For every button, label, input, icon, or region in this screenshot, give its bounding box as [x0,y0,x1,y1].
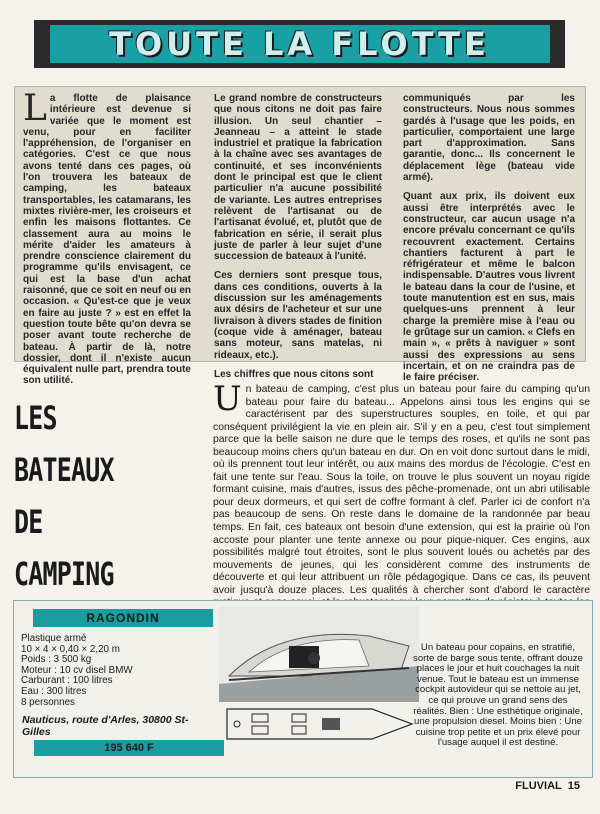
intro-dropcap: L [23,88,47,129]
intro-col2-p1: Le grand nombre de constructeurs que nous citons ne doit pas faire illusion. Un seul chantier – Jeanneau – a atteint le stade industriel et pratique la fabrication à la chaîne avec ses avantages de continuité, et ses inconvénients dont le principal est que le client particulier n'a aucune possibilité de variante. Les autres entreprises relèvent de l'artisanat ou de l'artisanat évolué, et, plutôt que de fabrication en série, il serait plus juste de parler à leur sujet d'une succession de bateaux à l'unité. [214,93,382,263]
boat-name: RAGONDIN [33,609,213,627]
boat-photo [219,606,419,702]
section-title-line-4: CAMPING [14,555,114,593]
page-footer [509,780,580,792]
section-title-line-1: LES [14,399,57,437]
spec-line: Plastique armé [21,633,87,644]
section-title [14,392,199,600]
intro-col2-p2: Ces derniers sont presque tous, dans ces conditions, ouverts à la discussion sur les aménagements aux désirs de l'acheteur et sur une livraison à divers stades de finition (coque vide à aménager, bateau sans moteur, sans matelas, ni rideaux, etc.). [214,270,382,361]
intro-column-1 [23,88,191,395]
article-dropcap: U [213,379,242,419]
spec-line: Eau : 300 litres [21,685,87,697]
intro-col2-p3: Les chiffres que nous citons sont [214,368,374,380]
page-number: 15 [567,780,580,792]
intro-col3-p2: Quant aux prix, ils doivent eux aussi être interprétés avec le constructeur, car aucun usage n'a encore prévalu concernant ce qu'ils recouvrent exactement. Certains chantiers facturent à part le réfrigérateur et même le balcon indispensable. D'autres vous livrent le bateau dans la cour de l'usine, et toute manutention est en sus, mais quelques-uns prennent à leur charge la première mise à l'eau ou le grûtage sur un camion. « Clefs en main », « prêts à naviguer » sont aussi des expressions au sens incertain, et on ne craindra pas de le faire préciser. [403,191,575,384]
spec-line: Carburant : 100 litres [21,675,113,687]
title-banner [34,20,565,68]
title-banner-inner [50,25,550,63]
boat-card [13,600,593,778]
intro-column-2 [214,93,382,388]
spec-line: 10 × 4 × 0,40 × 2,20 m [21,643,120,655]
boat-specs [21,634,133,708]
boat-price: 195 640 F [34,740,224,756]
intro-column-3 [403,93,575,391]
boat-description: Un bateau pour copains, en stratifié, sorte de barge sous tente, offrant douze places le jour et huit couchages la nuit venue. Tout le bateau est un immense cockpit autovideur qui se nettoie au jet, ce qui prouve un grand sens des réalités. Bien : Une esthétique originale, une propulsion diesel. Moins bien : Une cuisine trop petite et un prix élevé pour l'usage auquel il est destiné. [413,642,583,749]
spec-line: Poids : 3 500 kg [21,654,92,666]
spec-line: Moteur : 10 cv disel BMW [21,664,133,676]
magazine-name: FLUVIAL [515,780,562,792]
intro-col3-p1: communiqués par les constructeurs. Nous nous sommes gardés à l'usage que les poids, en particulier, comportaient une large part d'approximation. Sans garantie, donc... Ils concernent le déplacement lège (bateau vide armé). [403,93,575,184]
intro-col1-text: a flotte de plaisance intérieure est devenue si variée que le moment est venu, pour en faciliter l'appréhension, de l'organiser en catégories. C'est ce que nous avons tenté dans ces pages, où l'on trouvera les bateaux de camping, les bateaux transportables, les catamarans, les mixtes rivière-mer, les croiseurs et enfin les maisons flottantes. Ce classement aura au moins le mérite d'aider les amateurs à prendre conscience clairement du programme qu'ils envisagent, ce qui est la base d'un achat raisonné, que ce soit en neuf ou en occasion. « Qu'est-ce que je veux en faire au juste ? » est en effet la question toute bête qu'on devra se poser avant toute recherche de bateau. À partir de là, notre dossier, dont il n'existe aucun équivalent nulle part, prendra toute son utilité. [23,93,191,387]
deck-plan [222,703,417,745]
intro-box [14,86,586,387]
spec-line: 8 personnes [21,696,75,708]
section-title-line-2: BATEAUX [14,451,114,489]
section-title-line-3: DE [14,503,43,541]
article-text: n bateau de camping, c'est plus un bateau pour faire du camping qu'un bateau pour faire du bateau... Appelons ainsi tous les engins qui se caractérisent par des superstructures souples, en toile, et qui par conséquent privilégient la vie en plein air. S'il y en a peu, c'est tout simplement parce que la belle saison ne dure que le temps des roses, et qu'ils ne sont pas beaucoup moins chers qu'un bateau en dur. On en voit donc surtout dans le midi, où ils prennent tout leur intérêt, ou aux mains des mordus de l'écologie. C'est en fait une tente sur l'eau. Sous la toile, on trouve le plus souvent un noyau rigide formant cuisine, mais d'autres, issus des pêche-promenade, ont un abri utilisable pour deux dormeurs, et qui sert de coffre formant à clef. Parler ici de confort n'a pas beaucoup de sens. On reste dans le domaine de la randonnée par beau temps. En fait, ces bateaux ont besoin d'une extension, qui est la prairie où l'on accoste pour planter une tente annexe ou pour pique-niquer. Ces engins, aux possibilités malgré tout étroites, sont le plus souvent loués ou achetés par des mouvements de jeunes, qui les considèrent comme des instruments de découverte et qui leur attribuent un rôle pédagogique. Dans ce cas, ils peuvent avoir jusqu'à douze places. Les qualités à chercher sont d'abord le caractère [213,384,590,596]
page-title: TOUTE LA FLOTTE [109,25,490,63]
dealer-address: Nauticus, route d'Arles, 30800 St-Gilles [22,714,189,738]
